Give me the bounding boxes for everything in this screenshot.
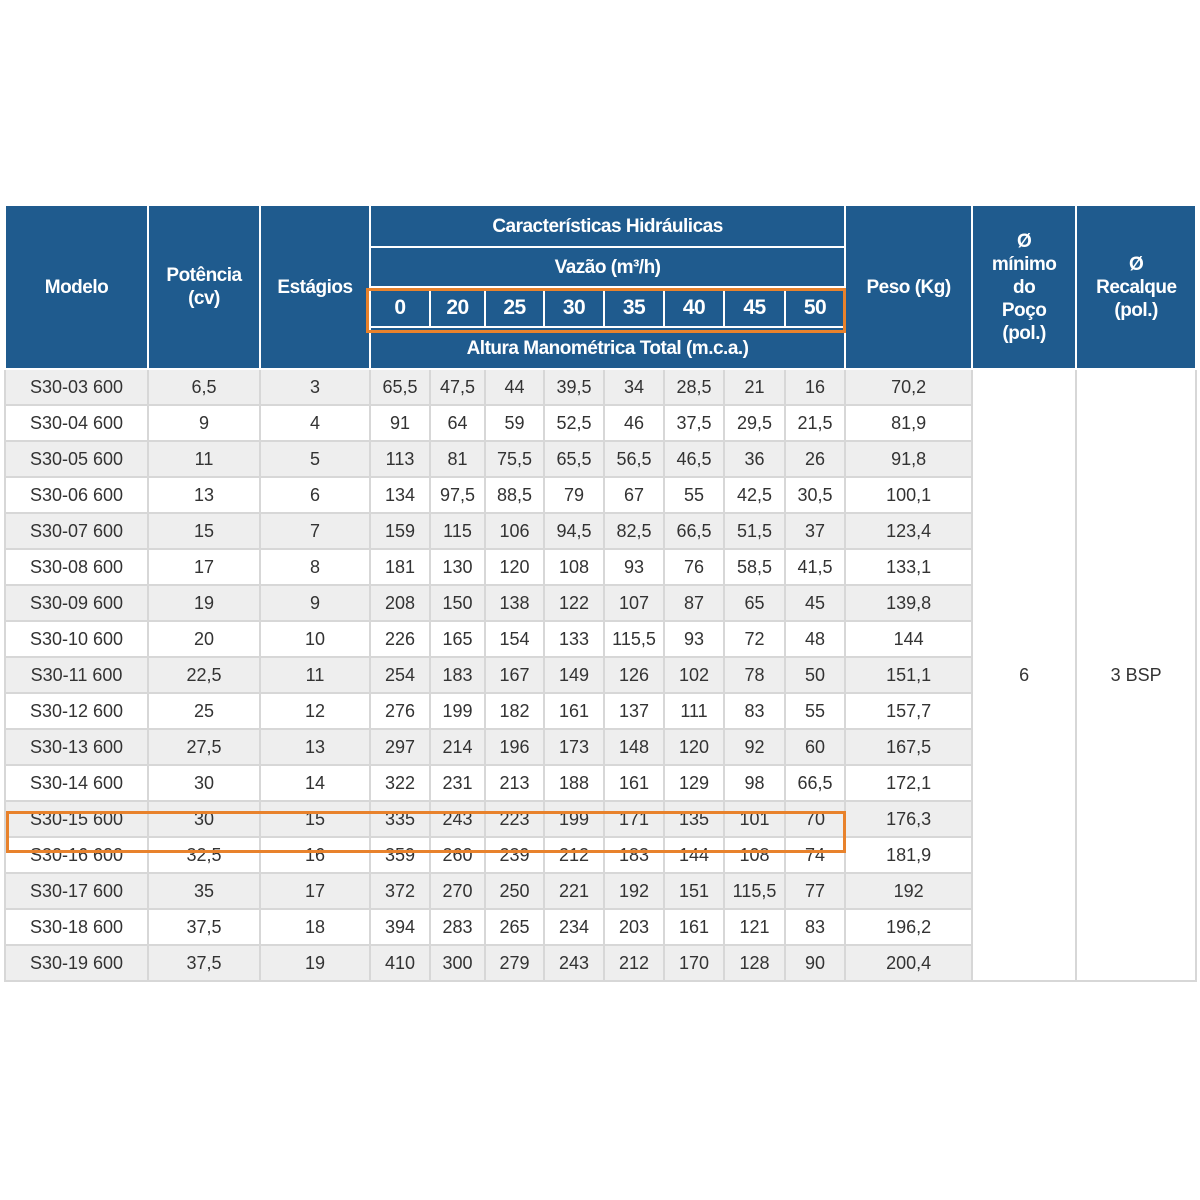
cell-altura: 359: [370, 837, 430, 873]
cell-altura: 115,5: [724, 873, 785, 909]
cell-altura: 335: [370, 801, 430, 837]
cell-modelo: S30-18 600: [5, 909, 148, 945]
cell-modelo: S30-06 600: [5, 477, 148, 513]
cell-altura: 171: [604, 801, 664, 837]
header-flow-35: 35: [604, 287, 664, 327]
cell-altura: 55: [664, 477, 724, 513]
cell-altura: 102: [664, 657, 724, 693]
cell-modelo: S30-17 600: [5, 873, 148, 909]
cell-altura: 212: [604, 945, 664, 981]
cell-altura: 183: [430, 657, 485, 693]
cell-altura: 213: [485, 765, 544, 801]
cell-altura: 173: [544, 729, 604, 765]
cell-altura: 188: [544, 765, 604, 801]
header-modelo: Modelo: [5, 205, 148, 369]
cell-altura: 47,5: [430, 369, 485, 405]
cell-potencia: 6,5: [148, 369, 260, 405]
cell-potencia: 30: [148, 801, 260, 837]
cell-altura: 97,5: [430, 477, 485, 513]
cell-recalque: 3 BSP: [1076, 369, 1196, 981]
cell-altura: 58,5: [724, 549, 785, 585]
cell-altura: 234: [544, 909, 604, 945]
cell-potencia: 20: [148, 621, 260, 657]
cell-estagios: 14: [260, 765, 370, 801]
table-header: [5, 205, 1196, 369]
cell-peso: 176,3: [845, 801, 972, 837]
cell-altura: 67: [604, 477, 664, 513]
cell-altura: 78: [724, 657, 785, 693]
cell-altura: 372: [370, 873, 430, 909]
cell-altura: 130: [430, 549, 485, 585]
cell-peso: 196,2: [845, 909, 972, 945]
cell-altura: 113: [370, 441, 430, 477]
cell-altura: 129: [664, 765, 724, 801]
cell-peso: 151,1: [845, 657, 972, 693]
cell-peso: 144: [845, 621, 972, 657]
cell-altura: 297: [370, 729, 430, 765]
cell-altura: 322: [370, 765, 430, 801]
cell-altura: 126: [604, 657, 664, 693]
cell-altura: 65,5: [544, 441, 604, 477]
cell-altura: 82,5: [604, 513, 664, 549]
header-potencia: Potência (cv): [148, 205, 260, 369]
cell-altura: 92: [724, 729, 785, 765]
cell-altura: 72: [724, 621, 785, 657]
cell-modelo: S30-11 600: [5, 657, 148, 693]
cell-altura: 279: [485, 945, 544, 981]
cell-altura: 223: [485, 801, 544, 837]
cell-altura: 50: [785, 657, 845, 693]
cell-altura: 161: [544, 693, 604, 729]
cell-altura: 270: [430, 873, 485, 909]
cell-altura: 81: [430, 441, 485, 477]
cell-altura: 254: [370, 657, 430, 693]
cell-potencia: 32,5: [148, 837, 260, 873]
cell-altura: 56,5: [604, 441, 664, 477]
cell-altura: 182: [485, 693, 544, 729]
cell-potencia: 35: [148, 873, 260, 909]
cell-altura: 134: [370, 477, 430, 513]
cell-altura: 46,5: [664, 441, 724, 477]
cell-altura: 45: [785, 585, 845, 621]
cell-potencia: 30: [148, 765, 260, 801]
cell-altura: 265: [485, 909, 544, 945]
cell-altura: 108: [724, 837, 785, 873]
cell-altura: 66,5: [785, 765, 845, 801]
cell-estagios: 5: [260, 441, 370, 477]
cell-modelo: S30-08 600: [5, 549, 148, 585]
header-flow-0: 0: [370, 287, 430, 327]
cell-estagios: 11: [260, 657, 370, 693]
cell-altura: 93: [664, 621, 724, 657]
cell-altura: 66,5: [664, 513, 724, 549]
cell-estagios: 19: [260, 945, 370, 981]
cell-potencia: 15: [148, 513, 260, 549]
cell-altura: 115: [430, 513, 485, 549]
header-flow-20: 20: [430, 287, 485, 327]
cell-altura: 231: [430, 765, 485, 801]
cell-altura: 161: [664, 909, 724, 945]
cell-altura: 70: [785, 801, 845, 837]
cell-potencia: 37,5: [148, 909, 260, 945]
cell-altura: 212: [544, 837, 604, 873]
cell-altura: 98: [724, 765, 785, 801]
cell-altura: 159: [370, 513, 430, 549]
cell-altura: 34: [604, 369, 664, 405]
cell-altura: 108: [544, 549, 604, 585]
cell-altura: 183: [604, 837, 664, 873]
cell-altura: 243: [544, 945, 604, 981]
cell-peso: 181,9: [845, 837, 972, 873]
cell-altura: 74: [785, 837, 845, 873]
cell-estagios: 9: [260, 585, 370, 621]
cell-altura: 170: [664, 945, 724, 981]
cell-peso: 192: [845, 873, 972, 909]
cell-altura: 60: [785, 729, 845, 765]
cell-altura: 30,5: [785, 477, 845, 513]
header-peso: Peso (Kg): [845, 205, 972, 369]
cell-altura: 55: [785, 693, 845, 729]
cell-modelo: S30-04 600: [5, 405, 148, 441]
header-flow-40: 40: [664, 287, 724, 327]
cell-estagios: 6: [260, 477, 370, 513]
cell-potencia: 25: [148, 693, 260, 729]
cell-altura: 41,5: [785, 549, 845, 585]
header-caracteristicas: Características Hidráulicas: [370, 205, 845, 247]
cell-modelo: S30-13 600: [5, 729, 148, 765]
cell-altura: 128: [724, 945, 785, 981]
cell-altura: 29,5: [724, 405, 785, 441]
cell-altura: 283: [430, 909, 485, 945]
header-flow-30: 30: [544, 287, 604, 327]
cell-altura: 410: [370, 945, 430, 981]
cell-modelo: S30-03 600: [5, 369, 148, 405]
cell-altura: 76: [664, 549, 724, 585]
cell-altura: 94,5: [544, 513, 604, 549]
cell-potencia: 19: [148, 585, 260, 621]
table-body: [5, 369, 1196, 981]
header-flow-45: 45: [724, 287, 785, 327]
cell-estagios: 15: [260, 801, 370, 837]
cell-estagios: 17: [260, 873, 370, 909]
cell-modelo: S30-15 600: [5, 801, 148, 837]
cell-altura: 250: [485, 873, 544, 909]
cell-peso: 139,8: [845, 585, 972, 621]
cell-altura: 42,5: [724, 477, 785, 513]
cell-altura: 214: [430, 729, 485, 765]
cell-altura: 111: [664, 693, 724, 729]
cell-altura: 137: [604, 693, 664, 729]
cell-altura: 196: [485, 729, 544, 765]
cell-estagios: 7: [260, 513, 370, 549]
cell-altura: 165: [430, 621, 485, 657]
cell-altura: 199: [430, 693, 485, 729]
cell-modelo: S30-19 600: [5, 945, 148, 981]
cell-peso: 167,5: [845, 729, 972, 765]
cell-peso: 70,2: [845, 369, 972, 405]
cell-altura: 93: [604, 549, 664, 585]
cell-altura: 192: [604, 873, 664, 909]
cell-altura: 52,5: [544, 405, 604, 441]
cell-altura: 91: [370, 405, 430, 441]
cell-estagios: 4: [260, 405, 370, 441]
cell-potencia: 13: [148, 477, 260, 513]
cell-estagios: 8: [260, 549, 370, 585]
cell-altura: 148: [604, 729, 664, 765]
cell-altura: 83: [785, 909, 845, 945]
cell-altura: 167: [485, 657, 544, 693]
cell-peso: 123,4: [845, 513, 972, 549]
cell-altura: 122: [544, 585, 604, 621]
cell-potencia: 37,5: [148, 945, 260, 981]
cell-altura: 87: [664, 585, 724, 621]
cell-potencia: 22,5: [148, 657, 260, 693]
header-poco: Ø mínimo do Poço (pol.): [972, 205, 1076, 369]
cell-altura: 243: [430, 801, 485, 837]
cell-altura: 135: [664, 801, 724, 837]
cell-altura: 75,5: [485, 441, 544, 477]
cell-potencia: 27,5: [148, 729, 260, 765]
cell-modelo: S30-16 600: [5, 837, 148, 873]
cell-altura: 203: [604, 909, 664, 945]
cell-altura: 276: [370, 693, 430, 729]
header-vazao: Vazão (m³/h): [370, 247, 845, 287]
cell-altura: 46: [604, 405, 664, 441]
cell-peso: 91,8: [845, 441, 972, 477]
cell-modelo: S30-07 600: [5, 513, 148, 549]
cell-altura: 37: [785, 513, 845, 549]
cell-altura: 199: [544, 801, 604, 837]
cell-altura: 83: [724, 693, 785, 729]
cell-altura: 101: [724, 801, 785, 837]
header-flow-50: 50: [785, 287, 845, 327]
cell-altura: 144: [664, 837, 724, 873]
cell-altura: 150: [430, 585, 485, 621]
cell-peso: 172,1: [845, 765, 972, 801]
cell-altura: 44: [485, 369, 544, 405]
cell-altura: 26: [785, 441, 845, 477]
cell-altura: 106: [485, 513, 544, 549]
cell-altura: 48: [785, 621, 845, 657]
cell-altura: 239: [485, 837, 544, 873]
cell-altura: 151: [664, 873, 724, 909]
cell-potencia: 11: [148, 441, 260, 477]
cell-peso: 81,9: [845, 405, 972, 441]
cell-altura: 149: [544, 657, 604, 693]
cell-altura: 65: [724, 585, 785, 621]
cell-estagios: 3: [260, 369, 370, 405]
header-estagios: Estágios: [260, 205, 370, 369]
cell-poco: 6: [972, 369, 1076, 981]
cell-altura: 21,5: [785, 405, 845, 441]
cell-altura: 133: [544, 621, 604, 657]
cell-potencia: 9: [148, 405, 260, 441]
cell-peso: 157,7: [845, 693, 972, 729]
cell-altura: 107: [604, 585, 664, 621]
cell-altura: 226: [370, 621, 430, 657]
cell-altura: 121: [724, 909, 785, 945]
cell-estagios: 13: [260, 729, 370, 765]
cell-estagios: 18: [260, 909, 370, 945]
cell-altura: 260: [430, 837, 485, 873]
cell-altura: 59: [485, 405, 544, 441]
cell-altura: 161: [604, 765, 664, 801]
table-row: [5, 369, 1196, 405]
cell-peso: 100,1: [845, 477, 972, 513]
cell-modelo: S30-10 600: [5, 621, 148, 657]
cell-altura: 138: [485, 585, 544, 621]
cell-altura: 28,5: [664, 369, 724, 405]
cell-altura: 37,5: [664, 405, 724, 441]
cell-estagios: 12: [260, 693, 370, 729]
cell-altura: 90: [785, 945, 845, 981]
cell-altura: 221: [544, 873, 604, 909]
cell-altura: 39,5: [544, 369, 604, 405]
cell-altura: 77: [785, 873, 845, 909]
cell-altura: 120: [664, 729, 724, 765]
cell-modelo: S30-14 600: [5, 765, 148, 801]
header-recalque: Ø Recalque (pol.): [1076, 205, 1196, 369]
cell-altura: 51,5: [724, 513, 785, 549]
cell-modelo: S30-09 600: [5, 585, 148, 621]
cell-altura: 36: [724, 441, 785, 477]
cell-peso: 133,1: [845, 549, 972, 585]
cell-altura: 154: [485, 621, 544, 657]
cell-estagios: 16: [260, 837, 370, 873]
header-altura: Altura Manométrica Total (m.c.a.): [370, 327, 845, 369]
cell-altura: 208: [370, 585, 430, 621]
cell-altura: 88,5: [485, 477, 544, 513]
cell-potencia: 17: [148, 549, 260, 585]
cell-altura: 394: [370, 909, 430, 945]
cell-altura: 120: [485, 549, 544, 585]
cell-altura: 300: [430, 945, 485, 981]
cell-modelo: S30-12 600: [5, 693, 148, 729]
pump-spec-table: [4, 204, 1197, 982]
cell-altura: 115,5: [604, 621, 664, 657]
cell-altura: 21: [724, 369, 785, 405]
pump-spec-table-container: [4, 204, 1195, 982]
cell-peso: 200,4: [845, 945, 972, 981]
cell-modelo: S30-05 600: [5, 441, 148, 477]
header-flow-25: 25: [485, 287, 544, 327]
cell-altura: 64: [430, 405, 485, 441]
cell-altura: 65,5: [370, 369, 430, 405]
cell-altura: 181: [370, 549, 430, 585]
cell-altura: 79: [544, 477, 604, 513]
cell-altura: 16: [785, 369, 845, 405]
cell-estagios: 10: [260, 621, 370, 657]
